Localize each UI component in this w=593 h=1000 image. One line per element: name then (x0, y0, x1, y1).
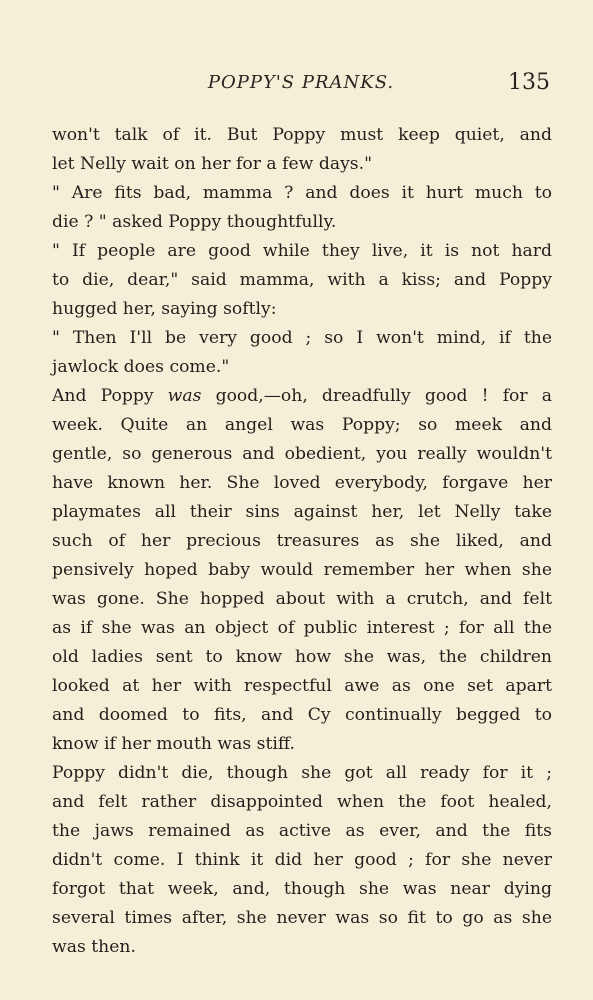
text-line: to die, dear," said mamma, with a kiss; and Poppy (52, 270, 552, 290)
emphasis-text: was (167, 386, 202, 406)
text-line: jawlock does come." (52, 357, 230, 377)
text-line: know if her mouth was stiff. (52, 734, 295, 754)
text-line: such of her precious treasures as she liked, and (52, 531, 552, 551)
text-line: didn't come. I think it did her good ; for she never (52, 850, 552, 870)
text-line: Poppy didn't die, though she got all ready for it ; (52, 763, 552, 783)
text-line: playmates all their sins against her, let Nelly take (52, 502, 552, 522)
running-head: POPPY'S PRANKS. (207, 72, 395, 93)
text-line: won't talk of it. But Poppy must keep quiet, and (52, 125, 552, 145)
text-line: old ladies sent to know how she was, the children (52, 647, 552, 667)
page-number: 135 (508, 70, 550, 95)
text-line (52, 382, 552, 411)
text-line: forgot that week, and, though she was near dying (52, 879, 552, 899)
text-line: hugged her, saying softly: (52, 299, 277, 319)
text-line: " Are fits bad, mamma ? and does it hurt much to (52, 183, 552, 203)
text-line: as if she was an object of public interest ; for all the (52, 618, 552, 638)
text-line: the jaws remained as active as ever, and the fits (52, 821, 552, 841)
text-line-segment: good,—oh, dreadfully good ! for a (201, 386, 552, 406)
text-line: have known her. She loved everybody, forgave her (52, 473, 552, 493)
page-header (52, 72, 550, 102)
body-text (52, 121, 552, 962)
text-line: let Nelly wait on her for a few days." (52, 154, 372, 174)
text-line: several times after, she never was so fit to go as she (52, 908, 552, 928)
text-line: " If people are good while they live, it is not hard (52, 241, 552, 261)
text-line: " Then I'll be very good ; so I won't mind, if the (52, 328, 552, 348)
text-line: pensively hoped baby would remember her when she (52, 560, 552, 580)
text-line: week. Quite an angel was Poppy; so meek and (52, 415, 552, 435)
text-line: gentle, so generous and obedient, you really wouldn't (52, 444, 552, 464)
text-line: was then. (52, 937, 136, 957)
text-line: was gone. She hopped about with a crutch, and felt (52, 589, 552, 609)
text-line: and doomed to fits, and Cy continually begged to (52, 705, 552, 725)
text-line: and felt rather disappointed when the foot healed, (52, 792, 552, 812)
text-line: looked at her with respectful awe as one set apart (52, 676, 552, 696)
text-line: die ? " asked Poppy thoughtfully. (52, 212, 337, 232)
text-line-segment: And Poppy (52, 386, 168, 406)
